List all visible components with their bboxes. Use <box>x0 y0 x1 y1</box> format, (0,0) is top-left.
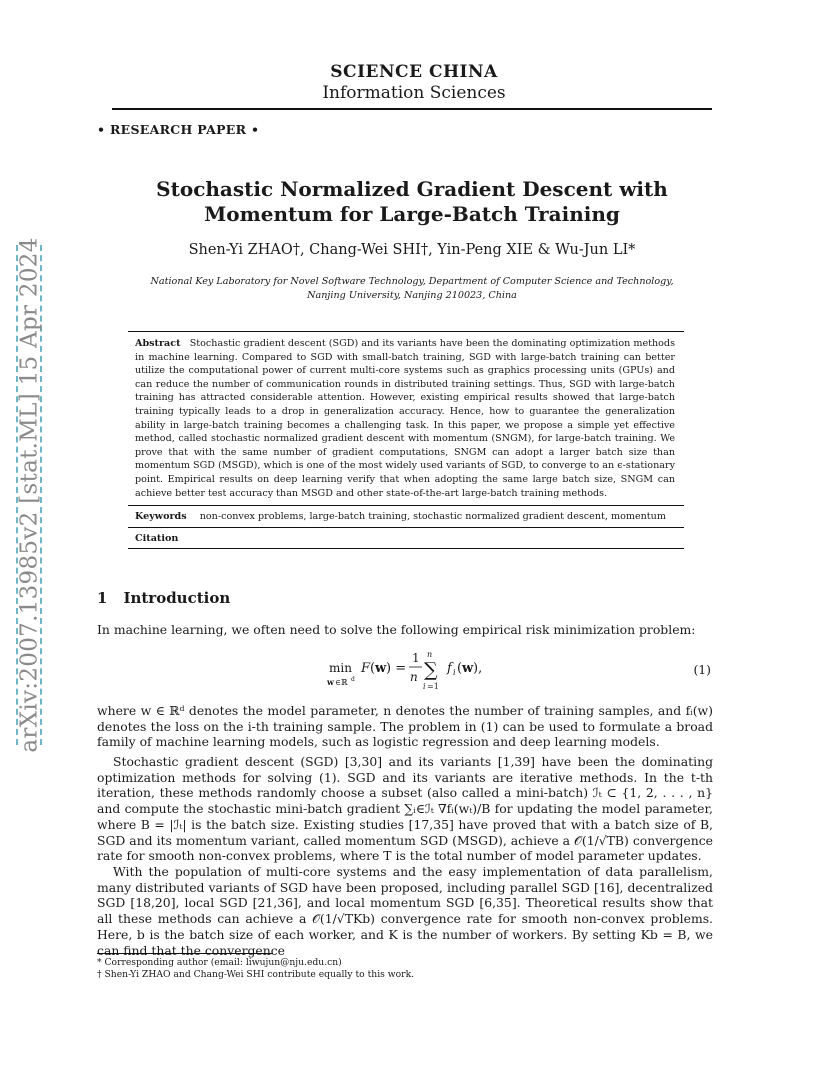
affiliation-line-2: Nanjing University, Nanjing 210023, China <box>307 290 517 301</box>
footnote-equal-contribution: † Shen-Yi ZHAO and Chang-Wei SHI contribute equally to this work. <box>97 969 415 981</box>
keywords-label: Keywords <box>135 511 187 522</box>
journal-title: SCIENCE CHINA <box>330 62 498 82</box>
svg-text:1: 1 <box>412 651 420 665</box>
svg-text:) =: ) = <box>386 661 407 676</box>
intro-paragraph-1: In machine learning, we often need to solve the following empirical risk minimization problem: <box>97 622 696 637</box>
svg-text:(: ( <box>370 661 376 676</box>
header-divider <box>112 108 712 110</box>
author-list: Shen-Yi ZHAO†, Chang-Wei SHI†, Yin-Peng XIE & Wu-Jun LI* <box>188 242 636 258</box>
abstract-label: Abstract <box>135 338 181 349</box>
svg-text:i: i <box>423 682 426 691</box>
svg-text:F: F <box>361 661 371 676</box>
intro-paragraph-4: With the population of multi-core systems and the easy implementation of data parallelism, many distributed variants of SGD have been proposed, including parallel SGD [16], decentralized SGD [18,20], local SGD [21,36], and local momentum SGD [6,35]. Theoretical results show that all these methods can achieve a 𝒪(1/√TKb) convergence rate for smooth non-convex problems. Here, b is the batch size of each worker, and K is the number of workers. By setting Kb = B, we can find that the convergence <box>97 864 713 958</box>
section-heading <box>97 589 230 607</box>
abstract-text: Stochastic gradient descent (SGD) and its variants have been the dominating optimization methods in machine learning. Compared to SGD with small-batch training, SGD with large-batch training can better utilize the computational power of current multi-core systems such as graphics processing units (GPUs) and can reduce the number of communication rounds in distributed training settings. Thus, SGD with large-batch training has attracted considerable attention. However, existing empirical results showed that large-batch training typically leads to a drop in generalization accuracy. Hence, how to guarantee the generalization ability in large-batch training becomes a challenging task. In this paper, we propose a simple yet effective method, called stochastic normalized gradient descent with momentum (SNGM), for large-batch training. We prove that with the same number of gradient computations, SNGM can adopt a larger batch size than momentum SGD (MSGD), which is one of the most widely used variants of SGD, to converge to an ϵ-stationary point. Empirical results on deep learning verify that when adopting the same large batch size, SNGM can achieve better test accuracy than MSGD and other state-of-the-art large-batch training methods. <box>135 338 675 499</box>
svg-text:n: n <box>410 670 418 684</box>
keywords-rule <box>128 505 684 506</box>
svg-text:min: min <box>329 661 352 675</box>
citation-label: Citation <box>135 533 179 544</box>
svg-text:i: i <box>453 668 456 677</box>
paper-type-label: • RESEARCH PAPER • <box>97 122 260 137</box>
svg-text:∈ℝ: ∈ℝ <box>335 678 348 687</box>
footnotes <box>97 957 713 982</box>
keywords-text: non-convex problems, large-batch training, stochastic normalized gradient descent, momentum <box>199 511 666 522</box>
paper-title <box>112 177 712 227</box>
abstract-bottom-rule <box>128 548 684 549</box>
affiliation <box>112 275 712 303</box>
footnote-rule <box>97 953 273 954</box>
abstract-top-rule <box>128 331 684 332</box>
affiliation-line-1: National Key Laboratory for Novel Software Technology, Department of Computer Science and Technology, <box>150 276 674 287</box>
equation-formula <box>327 648 587 692</box>
svg-text:f: f <box>447 661 452 676</box>
intro-paragraph-3: Stochastic gradient descent (SGD) [3,30] and its variants [1,39] have been the dominating optimization methods for solving (1). SGD and its variants are iterative methods. In the t-th iteration, these methods randomly choose a subset (also called a mini-batch) ℐₜ ⊂ {1, 2, . . . , n} and compute the stochastic mini-batch gradient ∑ᵢ∈ℐₜ ∇fᵢ(wₜ)/B for updating the model parameter, where B = |ℐₜ| is the batch size. Existing studies [17,35] have proved that with a batch size of B, SGD and its momentum variant, called momentum SGD (MSGD), achieve a 𝒪(1/√TB) convergence rate for smooth non-convex problems, where T is the total number of model parameter updates. <box>97 754 713 864</box>
svg-text:d: d <box>351 676 355 683</box>
equation-number: (1) <box>693 662 711 677</box>
svg-text:n: n <box>427 650 433 659</box>
svg-text:),: ), <box>473 661 483 676</box>
intro-paragraph-2: where w ∈ ℝᵈ denotes the model parameter, n denotes the number of training samples, and fᵢ(w) denotes the loss on the i-th training sample. The problem in (1) can be used to formulate a broad family of machine learning models, such as logistic regression and deep learning models. <box>97 703 713 750</box>
section-title: Introduction <box>123 589 231 607</box>
paper-title-line-1: Stochastic Normalized Gradient Descent with <box>156 177 668 201</box>
svg-text:w: w <box>375 661 387 676</box>
citation-rule <box>128 527 684 528</box>
arxiv-identifier: arXiv:2007.13985v2 [stat.ML] 15 Apr 2024 <box>17 237 43 753</box>
journal-subtitle: Information Sciences <box>322 83 506 103</box>
keywords <box>135 511 675 522</box>
equation-1 <box>97 648 713 692</box>
paper-title-line-2: Momentum for Large-Batch Training <box>204 202 620 226</box>
svg-text:w: w <box>462 661 474 676</box>
svg-text:(: ( <box>457 661 463 676</box>
abstract <box>135 337 675 500</box>
section-number: 1 <box>97 589 108 607</box>
svg-text:=1: =1 <box>427 682 439 691</box>
svg-text:w: w <box>327 677 334 687</box>
svg-text:∑: ∑ <box>424 659 438 681</box>
footnote-corresponding-author: * Corresponding author (email: liwujun@nju.edu.cn) <box>97 957 342 968</box>
arxiv-identifier-stamp <box>13 237 47 753</box>
